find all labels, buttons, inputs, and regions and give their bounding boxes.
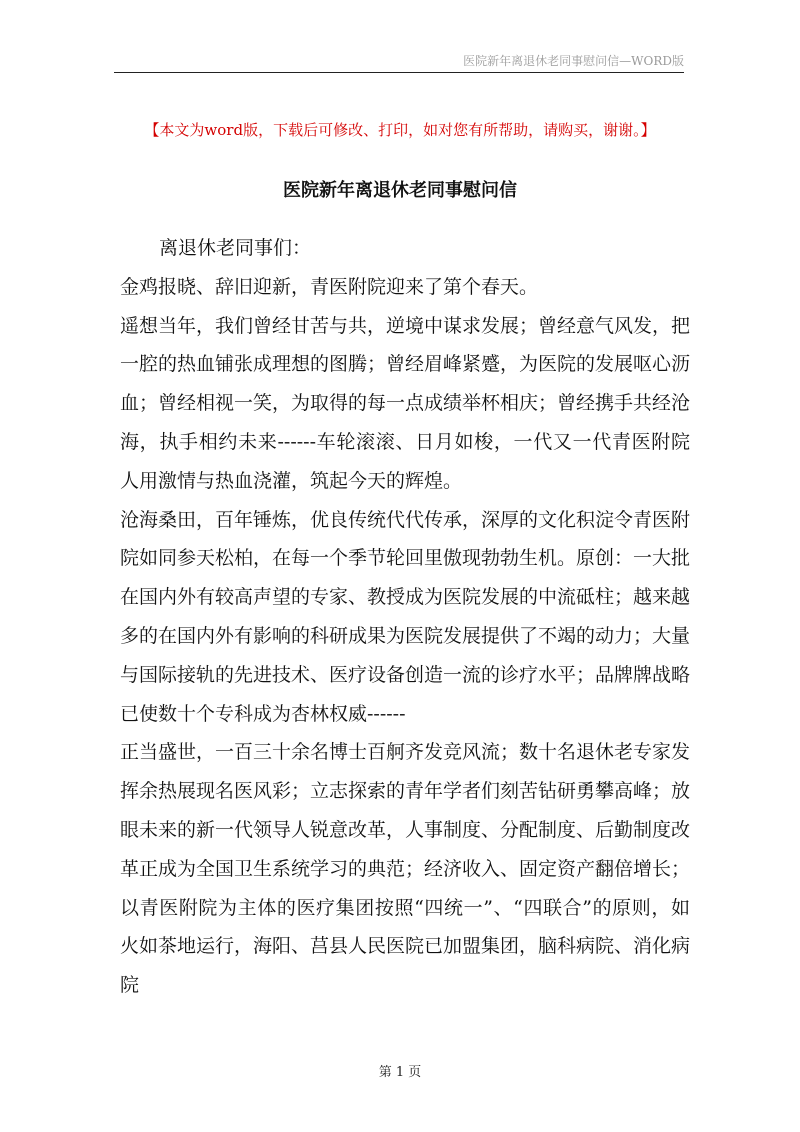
running-header: 医院新年离退休老同事慰问信—WORD版 [463,54,684,68]
paragraph-history: 遥想当年，我们曾经甘苦与共，逆境中谋求发展；曾经意气风发，把一腔的热血铺张成理想的图腾；曾经眉峰紧蹙，为医院的发展呕心沥血；曾经相视一笑，为取得的每一点成绩举杯相庆；曾经携手共经沧海，执手相约未来------车轮滚滚、日月如梭，一代又一代青医附院人用激情与热血浇灌，筑起今天的辉煌。 [120,314,691,492]
page-number: 第 1 页 [378,1065,422,1080]
paragraph-achievements: 沧海桑田，百年锤炼，优良传统代代传承，深厚的文化积淀令青医附院如同参天松柏，在每一个季节轮回里傲现勃勃生机。原创：一大批在国内外有较高声望的专家、教授成为医院发展的中流砥柱；越来越多的在国内外有影响的科研成果为医院发展提供了不竭的动力；大量与国际接轨的先进技术、医疗设备创造一流的诊疗水平；品牌牌战略已使数十个专科成为杏林权威------ [120,508,691,725]
paragraph-present: 正当盛世，一百三十余名博士百舸齐发竞风流；数十名退休老专家发挥余热展现名医风彩；立志探索的青年学者们刻苦钻研勇攀高峰；放眼未来的新一代领导人锐意改革，人事制度、分配制度、后勤制度改革正成为全国卫生系统学习的典范；经济收入、固定资产翻倍增长；以青医附院为主体的医疗集团按照“四统一”、“四联合”的原则，如火如茶地运行，海阳、莒县人民医院已加盟集团，脑科病院、消化病院 [120,741,691,997]
letter-body [120,229,690,1005]
header-rule [114,72,684,73]
salutation: 离退休老同事们： [159,237,312,259]
paragraph-opening: 金鸡报晓、辞旧迎新，青医附院迎来了第个春天。 [120,275,539,298]
purchase-notice: 【本文为word版，下载后可修改、打印，如对您有所帮助，请购买，谢谢。】 [144,121,656,139]
document-title: 医院新年离退休老同事慰问信 [283,180,517,201]
